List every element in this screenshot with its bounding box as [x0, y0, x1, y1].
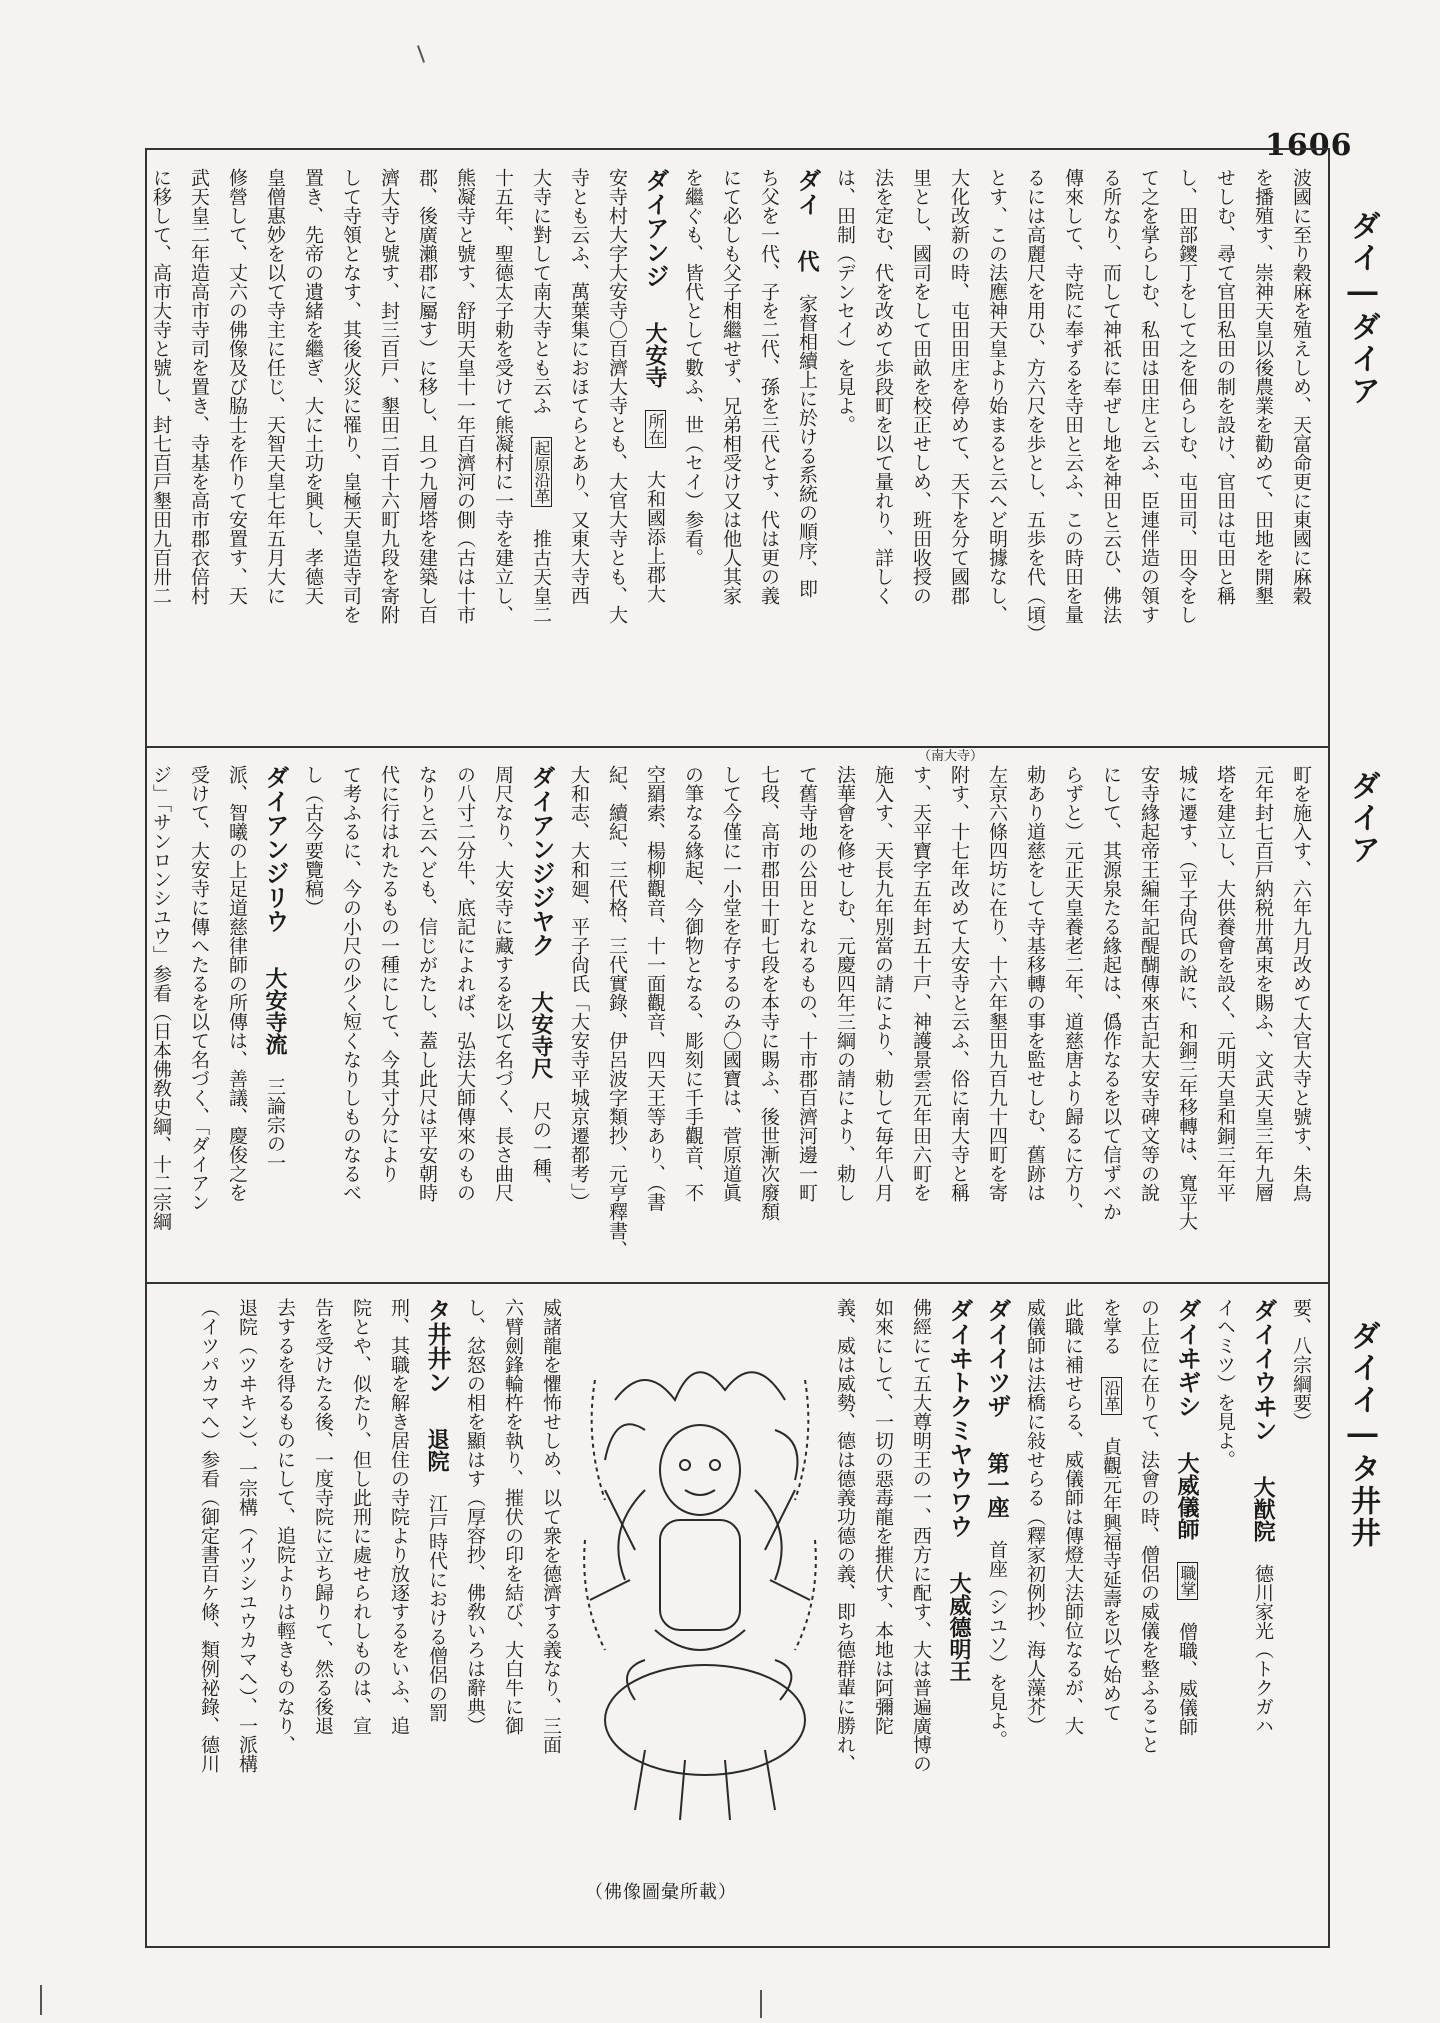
body-line: 威諸龍を懼怖せしめ、以て衆を德濟する義なり、三面 — [540, 1298, 562, 1754]
body-line: 法を定む、代を改めて歩段町を以て量れり、詳しく — [872, 168, 894, 605]
entry-title-za: 第一座 — [984, 1452, 1010, 1518]
body-line: 此職に補せらる、威儀師は傳燈大法師位なるが、大 — [1062, 1298, 1084, 1735]
body-line: し、忿怒の相を顯はす（厚容抄、佛敎いろは辭典） — [464, 1298, 486, 1735]
middle-section — [150, 765, 1320, 1275]
body-line: 空羂索、楊柳觀音、十一面觀音、四天王等あり、（書 — [644, 765, 666, 1212]
body-line: を播殖す、崇神天皇以後農業を勸めて、田地を開墾 — [1252, 168, 1274, 605]
body-line: 置き、先帝の遺緒を繼ぎ、大に土功を興し、孝德天 — [302, 168, 324, 605]
scan-speck — [760, 1990, 762, 2018]
body-line: 元年封七百戸納税卅萬束を賜ふ、文武天皇三年九層 — [1252, 765, 1274, 1202]
entry-in — [1244, 1298, 1282, 1938]
body-line: 安寺緣起帝王編年記醍醐傳來古記大安寺碑文等の說 — [1138, 765, 1160, 1202]
entry-text: 家督相續上に於ける系統の順序、即 — [796, 294, 818, 598]
body-line: 武天皇二年造高市寺司を置き、寺基を高市郡衣倍村 — [188, 168, 210, 605]
headword-za: ダイイツザ — [983, 1298, 1012, 1418]
body-line: 要、八宗綱要） — [1290, 1298, 1312, 1431]
body-line: 七段、高市郡田十町七段を本寺に賜ふ、後世漸次廢頽 — [758, 765, 780, 1221]
scan-speck — [40, 1985, 42, 2015]
body-line: し（古今要覽稿） — [302, 765, 324, 917]
entry-gi — [1168, 1298, 1206, 1938]
entry-tai — [418, 1298, 456, 1938]
entry-title-tai: 退院 — [424, 1428, 450, 1472]
body-line: 大化改新の時、屯田田庄を停めて、天下を分て國郡 — [948, 168, 970, 605]
body-line: す、天平寶字五年封五十戸、神護景雲元年田六町を — [910, 765, 932, 1202]
entry-title-gi: 大威儀師 — [1174, 1452, 1200, 1540]
body-line: 施入す、天長九年別當の請により、勅して毎年八月 — [872, 765, 894, 1202]
body-line: して寺領となす、其後火災に罹り、皇極天皇造寺司を — [340, 168, 362, 624]
body-line: 大和志、大和廻、平子尙氏「大安寺平城京遷都考」） — [568, 765, 590, 1212]
scan-speck — [417, 45, 425, 63]
body-line: を繼ぐも、皆代として數ふ、世（セイ）参看。 — [682, 168, 704, 567]
body-line: 代に行はれたるもの一種にして、今其寸分により — [378, 765, 400, 1183]
body-line: 寺とも云ふ、萬葉集におほてらとあり、又東大寺西 — [568, 168, 590, 605]
entry-dai — [788, 168, 826, 738]
entry-text: 三論宗の一 — [264, 1077, 286, 1172]
body-line: て舊寺地の公田となれるもの、十市郡百濟河邊一町 — [796, 765, 818, 1202]
body-line: 左京六條四坊に在り、十六年墾田九百九十四町を寄 — [986, 765, 1008, 1202]
headword-shaku: ダイアンジジヤク — [527, 765, 556, 957]
body-line: 塔を建立し、大供養會を設く、元明天皇和銅三年平 — [1214, 765, 1236, 1202]
body-line: ジ」「サンロンシユウ」参看（日本佛敎史綱、十二宗綱 — [150, 765, 172, 1231]
body-line: て之を掌らしむ、私田は田庄と云ふ、臣連伴造の領す — [1138, 168, 1160, 624]
body-line: 法華會を修せしむ、元慶四年三綱の請により、勅し — [834, 765, 856, 1202]
body-line: なりと云へども、信じがたし、蓋し此尺は平安朝時 — [416, 765, 438, 1202]
entry-ryu — [256, 765, 294, 1275]
headword-tai: タ井井ン — [423, 1298, 452, 1394]
body-line: ち父を一代、子を二代、孫を三代とす、代は更の義 — [758, 168, 780, 605]
body-line: るには高麗尺を用ひ、方六尺を歩とし、五歩を代（頃） — [1024, 168, 1046, 643]
body-line: 如來にして、一切の惡毒龍を摧伏す、本地は阿彌陀 — [872, 1298, 894, 1735]
running-head-2: ダイア — [1345, 770, 1380, 866]
body-line: 紀、續紀、三代格、三代實錄、伊呂波字類抄、元亨釋書、 — [606, 765, 628, 1259]
body-line: せしむ、尋て官田私田の制を設け、官田は屯田と稱 — [1214, 168, 1236, 605]
page-number: 1606 — [1265, 128, 1353, 163]
label-box-location: 所在 — [645, 410, 666, 448]
body-line: の八寸二分牛、底記によれば、弘法大師傳來のもの — [454, 765, 476, 1202]
bottom-section-right — [805, 1298, 1320, 1938]
body-line: 周尺なり、大安寺に藏するを以て名づく、長さ曲尺 — [492, 765, 514, 1202]
entry-text: 貞觀元年興福寺延壽を以て始めて — [1100, 1437, 1122, 1722]
entry-za — [978, 1298, 1016, 1938]
body-line: 佛經にて五大尊明王の一、西方に配す、大は普遍廣博の — [910, 1298, 932, 1773]
body-line: 十五年、聖德太子勅を受けて熊凝村に一寺を建立し、 — [492, 168, 514, 624]
body-line: 派、智曦の上足道慈律師の所傳は、善議、慶俊之を — [226, 765, 248, 1202]
body-line: て考ふるに、今の小尺の少く短くなりしものなるべ — [340, 765, 362, 1202]
body-line: 義、威は威勢、德は德義功德の義、即ち德群輩に勝れ、 — [834, 1298, 856, 1773]
body-line: らずと）元正天皇養老二年、道慈唐より歸るに方り、 — [1062, 765, 1084, 1221]
headword-myo: ダイヰトクミヤウワウ — [945, 1298, 974, 1538]
divider-bottom — [145, 1282, 1330, 1284]
body-line: 退院（ツヰキン）、一宗構（イツシユウカマへ）、一派構 — [236, 1298, 258, 1773]
entry-text: 尺の一種、 — [530, 1101, 552, 1196]
entry-title-shaku: 大安寺尺 — [528, 991, 554, 1079]
body-line: 波國に至り穀麻を殖えしめ、天富命更に東國に麻穀 — [1290, 168, 1312, 605]
entry-shaku — [522, 765, 560, 1275]
body-line: し、田部鑁丁をして之を佃らしむ、屯田司、田令をし — [1176, 168, 1198, 624]
label-box-origin: 起原沿革 — [531, 437, 552, 507]
body-line — [522, 168, 560, 738]
body-line: イヘミツ）を見よ。 — [1214, 1298, 1236, 1469]
small-caption: （南大寺） — [918, 749, 984, 764]
body-line: 皇僧惠妙を以て寺主に任じ、天智天皇七年五月大に — [264, 168, 286, 605]
entry-text: 僧職、威儀師 — [1176, 1622, 1198, 1736]
divider-top — [145, 746, 1330, 748]
body-line: して今僅に一小堂を存するのみ〇國寶は、菅原道眞 — [720, 765, 742, 1202]
body-line: 里とし、國司をして田畝を校正せしめ、班田收授の — [910, 168, 932, 605]
illustration — [575, 1320, 825, 1840]
entry-title-dai: 代 — [794, 250, 820, 272]
entry-title-in: 大猷院 — [1250, 1476, 1276, 1542]
body-line: 熊凝寺と號す、舒明天皇十一年百濟河の側（古は十市 — [454, 168, 476, 624]
headword-gi: ダイヰギシ — [1173, 1298, 1202, 1418]
headword-ryu: ダイアンジリウ — [261, 765, 290, 933]
body-line: 去するを得るものにして、追院よりは輕きものなり、 — [274, 1298, 296, 1754]
entry-text: 首座（シユソ）を見よ。 — [986, 1540, 1008, 1749]
body-line: は、田制（デンセイ）を見よ。 — [834, 168, 856, 434]
headword-daianji: ダイアンジ — [641, 168, 670, 288]
body-line: 告を受けたる後、一度寺院に立ち歸りて、然る後退 — [312, 1298, 334, 1735]
body-line: 郡、後廣瀨郡に屬す）に移し、且つ九層塔を建築し百 — [416, 168, 438, 624]
headword-dai: ダイ — [793, 168, 822, 216]
body-line: 附す、十七年改めて大安寺と云ふ、俗に南大寺と稱 — [948, 765, 970, 1202]
entry-title-daianji: 大安寺 — [642, 322, 668, 388]
running-head-1: ダイ―ダイア — [1345, 210, 1380, 407]
body-line: る所なり、而して神祇に奉ぜし地を神田と云ひ、佛法 — [1100, 168, 1122, 624]
body-line: 威儀師は法橋に敍せらる（釋家初例抄、海人藻芥） — [1024, 1298, 1046, 1735]
body-line: （イツパカマへ）参看（御定書百ケ條、類例祕錄、德川 — [198, 1298, 220, 1773]
body-line: 勅あり道慈をして寺基移轉の事を監せしむ、舊跡は — [1024, 765, 1046, 1202]
body-line: 濟大寺と號す、封三百戸、墾田二百十六町九段を寄附 — [378, 168, 400, 624]
body-line: の筆なる緣起、今御物となる、彫刻に千手觀音、不 — [682, 765, 704, 1202]
daiitoku-myoo-illustration — [575, 1320, 825, 1840]
top-section — [150, 168, 1320, 738]
entry-title-ryu: 大安寺流 — [262, 967, 288, 1055]
body-line: に移して、高市大寺と號し、封七百戸墾田九百卅二 — [150, 168, 172, 605]
body-line: にて必しも父子相繼せず、兄弟相受け又は他人其家 — [720, 168, 742, 605]
entry-text: 江戸時代における僧侶の罰 — [426, 1494, 448, 1722]
entry-daianji — [636, 168, 674, 738]
entry-text: を掌る — [1100, 1298, 1122, 1355]
entry-text: 大寺に對して南大寺とも云ふ — [530, 168, 552, 415]
label-box-history: 沿革 — [1101, 1377, 1122, 1415]
body-line: とす、この法應神天皇より始まると云へど明據なし、 — [986, 168, 1008, 624]
headword-in: ダイイウヰン — [1249, 1298, 1278, 1442]
entry-title-myo: 大威德明王 — [946, 1572, 972, 1682]
body-line — [1092, 1298, 1130, 1938]
entry-text: 大和國添上郡大 — [644, 470, 666, 603]
body-line: 傳來して、寺院に奉ずるを寺田と云ふ、この時田を量 — [1062, 168, 1084, 624]
entry-text: 推古天皇二 — [530, 529, 552, 624]
entry-text: 德川家光（トクガハ — [1252, 1564, 1274, 1735]
body-line: 受けて、大安寺に傳へたるを以て名づく、「ダイアン — [188, 765, 210, 1212]
body-line: 町を施入す、六年九月改めて大官大寺と號す、朱鳥 — [1290, 765, 1312, 1202]
entry-myo — [940, 1298, 978, 1938]
body-line: 安寺村大字大安寺〇百濟大寺とも、大官大寺とも、大 — [606, 168, 628, 624]
label-box-duty: 職掌 — [1177, 1562, 1198, 1600]
body-line: 城に遷す、（平子尙氏の說に、和銅三年移轉は、寬平大 — [1176, 765, 1198, 1231]
body-line: 刑、其職を解き居住の寺院より放逐するをいふ、追 — [388, 1298, 410, 1735]
body-line: 修營して、丈六の佛像及び脇士を作りて安置す、天 — [226, 168, 248, 605]
body-line: 六臂劍鋒輪杵を執り、摧伏の印を結び、大白牛に御 — [502, 1298, 524, 1735]
illustration-caption: （佛像圖彙所載） — [585, 1882, 737, 1903]
body-line: にして、其源泉たる緣起は、僞作なるを以て信ずべか — [1100, 765, 1122, 1221]
bottom-section-left — [160, 1298, 570, 1938]
body-line: 院とや、似たり、但し此刑に處せられしものは、宣 — [350, 1298, 372, 1735]
body-line: の上位に在りて、法會の時、僧侶の威儀を整ふること — [1138, 1298, 1160, 1754]
running-head-3: ダイイ―タ井井 — [1345, 1320, 1380, 1549]
